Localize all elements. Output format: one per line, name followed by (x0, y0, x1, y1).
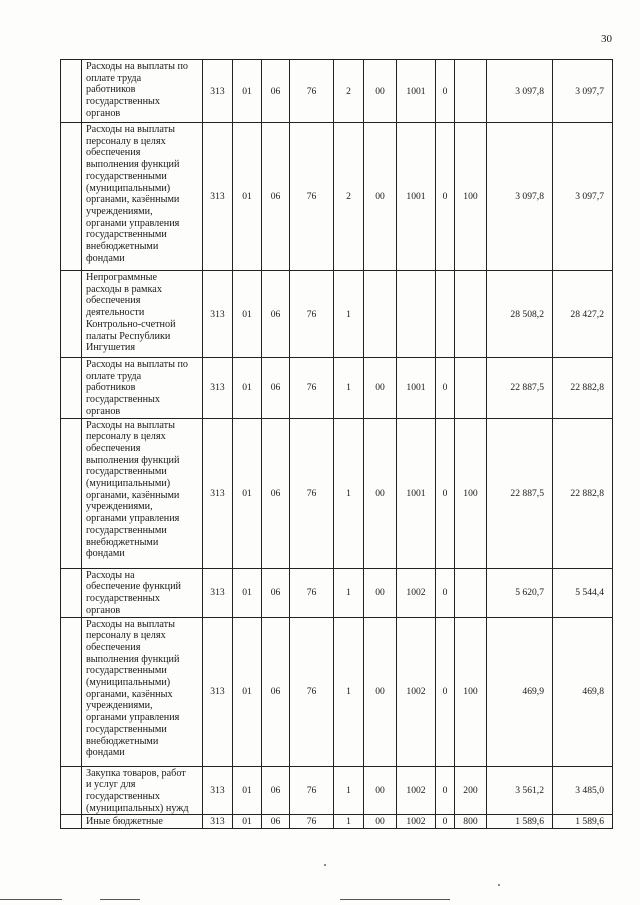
code-cell-c8: 0 (436, 418, 455, 568)
row-name-line: Расходы на выплаты (86, 124, 175, 135)
amount-cell-v2: 1 589,6 (553, 815, 613, 829)
code-cell-c3: 06 (262, 815, 290, 829)
row-margin-cell (61, 568, 82, 617)
table-row (61, 568, 613, 617)
amount-cell-v1: 3 097,8 (487, 123, 553, 271)
code-cell-c6: 00 (364, 358, 397, 419)
row-margin-cell (61, 123, 82, 271)
amount-cell-v1: 3 097,8 (487, 60, 553, 123)
code-cell-c6: 00 (364, 617, 397, 766)
footer-line-mid (100, 899, 140, 900)
page-number: 30 (601, 33, 612, 45)
row-name-line: внебюджетными (86, 735, 159, 747)
code-cell-c1: 313 (203, 766, 233, 815)
code-cell-c7: 1001 (397, 60, 436, 123)
code-cell-c5: 1 (334, 766, 364, 815)
row-name-line: Закупка товаров, работ (86, 767, 186, 779)
code-cell-c5: 2 (334, 60, 364, 123)
row-margin-cell (61, 60, 82, 123)
row-name-cell (82, 60, 203, 123)
table-row (61, 617, 613, 766)
row-name-line: Непрограммные (86, 272, 158, 283)
code-cell-c5: 1 (334, 568, 364, 617)
amount-cell-v2: 469,8 (553, 617, 613, 766)
code-cell-c1: 313 (203, 568, 233, 617)
code-cell-c5: 1 (334, 418, 364, 568)
row-name-line: деятельности (86, 307, 145, 319)
code-cell-c4: 76 (290, 766, 334, 815)
row-name-line: учреждениями, (86, 501, 153, 513)
code-cell-c4: 76 (290, 271, 334, 358)
row-margin-cell (61, 617, 82, 766)
footer-line-right (340, 899, 450, 900)
code-cell-c3: 06 (262, 60, 290, 123)
code-cell-c3: 06 (262, 617, 290, 766)
code-cell-c5: 1 (334, 271, 364, 358)
row-name-line: органами, казёнными (86, 194, 180, 206)
amount-cell-v2: 3 097,7 (553, 123, 613, 271)
row-name-line: органами, казённых (86, 688, 173, 700)
row-name-line: органов (86, 604, 121, 616)
row-name-line: Расходы на выплаты по (86, 61, 189, 72)
row-name-line: органами, казёнными (86, 489, 180, 501)
code-cell-c3: 06 (262, 271, 290, 358)
row-name-line: Расходы на выплаты (86, 618, 175, 630)
code-cell-c5: 1 (334, 815, 364, 829)
code-cell-c2: 01 (233, 60, 262, 123)
row-name-line: Иные бюджетные (86, 816, 163, 828)
code-cell-c7: 1002 (397, 766, 436, 815)
table-row (61, 123, 613, 271)
row-name-line: обеспечения (86, 295, 141, 307)
amount-cell-v1: 5 620,7 (487, 568, 553, 617)
row-name-line: государственных (86, 96, 160, 108)
table-row (61, 271, 613, 358)
table-row (61, 358, 613, 419)
row-name-cell (82, 568, 203, 617)
code-cell-c4: 76 (290, 358, 334, 419)
code-cell-c6: 00 (364, 766, 397, 815)
code-cell-c6: 00 (364, 123, 397, 271)
table-row (61, 418, 613, 568)
row-name-cell (82, 815, 203, 829)
row-name-line: фондами (86, 252, 125, 264)
code-cell-c4: 76 (290, 815, 334, 829)
row-name-line: (муниципальными) (86, 182, 171, 194)
row-name-line: государственных (86, 592, 160, 604)
row-name-cell (82, 418, 203, 568)
row-name-line: внебюджетными (86, 536, 159, 548)
row-name-line: выполнения функций (86, 454, 180, 466)
row-name-line: Расходы на (86, 569, 135, 581)
code-cell-c1: 313 (203, 418, 233, 568)
code-cell-c9 (455, 568, 487, 617)
code-cell-c1: 313 (203, 358, 233, 419)
code-cell-c8 (436, 271, 455, 358)
code-cell-c3: 06 (262, 568, 290, 617)
row-name-line: органов (86, 405, 121, 417)
code-cell-c6: 00 (364, 418, 397, 568)
scan-dot (498, 884, 500, 886)
budget-table (60, 59, 613, 829)
row-name-line: учреждениями, (86, 700, 153, 712)
code-cell-c9 (455, 271, 487, 358)
code-cell-c7: 1002 (397, 815, 436, 829)
code-cell-c6: 00 (364, 568, 397, 617)
row-name-line: учреждениями, (86, 205, 153, 217)
row-name-line: (муниципальными) (86, 478, 171, 490)
code-cell-c7: 1002 (397, 568, 436, 617)
code-cell-c3: 06 (262, 766, 290, 815)
row-name-cell (82, 271, 203, 358)
row-name-line: государственными (86, 524, 167, 536)
code-cell-c1: 313 (203, 271, 233, 358)
row-name-line: государственными (86, 723, 167, 735)
code-cell-c9: 100 (455, 418, 487, 568)
row-name-line: (муниципальными) (86, 677, 171, 689)
row-name-line: персоналу в целях (86, 630, 166, 642)
row-name-line: палаты Республики (86, 330, 171, 342)
code-cell-c7: 1001 (397, 358, 436, 419)
amount-cell-v1: 3 561,2 (487, 766, 553, 815)
code-cell-c6 (364, 271, 397, 358)
code-cell-c5: 2 (334, 123, 364, 271)
amount-cell-v2: 5 544,4 (553, 568, 613, 617)
row-name-line: государственными (86, 229, 167, 241)
amount-cell-v2: 3 097,7 (553, 60, 613, 123)
code-cell-c4: 76 (290, 60, 334, 123)
code-cell-c8: 0 (436, 815, 455, 829)
row-name-line: государственными (86, 170, 167, 182)
code-cell-c5: 1 (334, 358, 364, 419)
row-name-line: работников (86, 382, 136, 394)
row-name-line: органами управления (86, 712, 180, 724)
row-name-line: государственных (86, 394, 160, 406)
code-cell-c7: 1001 (397, 123, 436, 271)
code-cell-c9: 100 (455, 123, 487, 271)
row-name-line: и услуг для (86, 779, 136, 791)
row-name-line: Расходы на выплаты (86, 419, 175, 431)
row-margin-cell (61, 815, 82, 829)
code-cell-c2: 01 (233, 766, 262, 815)
code-cell-c8: 0 (436, 60, 455, 123)
row-margin-cell (61, 271, 82, 358)
amount-cell-v2: 28 427,2 (553, 271, 613, 358)
code-cell-c2: 01 (233, 271, 262, 358)
row-name-cell (82, 617, 203, 766)
code-cell-c8: 0 (436, 617, 455, 766)
code-cell-c6: 00 (364, 60, 397, 123)
row-name-line: обеспечения (86, 641, 141, 653)
code-cell-c2: 01 (233, 418, 262, 568)
row-name-line: персоналу в целях (86, 431, 166, 443)
row-name-cell (82, 766, 203, 815)
row-name-cell (82, 123, 203, 271)
row-name-line: выполнения функций (86, 159, 180, 171)
row-name-cell (82, 358, 203, 419)
row-name-line: оплате труда (86, 72, 142, 84)
row-name-line: обеспечения (86, 442, 141, 454)
amount-cell-v1: 22 887,5 (487, 358, 553, 419)
code-cell-c4: 76 (290, 418, 334, 568)
code-cell-c8: 0 (436, 766, 455, 815)
row-margin-cell (61, 418, 82, 568)
code-cell-c7: 1002 (397, 617, 436, 766)
code-cell-c2: 01 (233, 815, 262, 829)
row-name-line: органами управления (86, 217, 180, 229)
code-cell-c9: 200 (455, 766, 487, 815)
row-name-line: фондами (86, 747, 125, 759)
row-name-line: внебюджетными (86, 241, 159, 253)
code-cell-c9 (455, 60, 487, 123)
code-cell-c2: 01 (233, 358, 262, 419)
code-cell-c1: 313 (203, 815, 233, 829)
row-name-line: Контрольно-счетной (86, 318, 176, 330)
row-name-line: Ингушетия (86, 342, 136, 354)
amount-cell-v2: 3 485,0 (553, 766, 613, 815)
code-cell-c4: 76 (290, 123, 334, 271)
table-row (61, 60, 613, 123)
code-cell-c4: 76 (290, 568, 334, 617)
code-cell-c3: 06 (262, 123, 290, 271)
row-name-line: фондами (86, 548, 125, 560)
code-cell-c7 (397, 271, 436, 358)
row-name-line: государственными (86, 466, 167, 478)
row-name-line: обеспечение функций (86, 581, 181, 593)
row-name-line: государственными (86, 665, 167, 677)
code-cell-c8: 0 (436, 358, 455, 419)
row-name-line: государственных (86, 790, 160, 802)
code-cell-c4: 76 (290, 617, 334, 766)
row-name-line: органов (86, 107, 121, 119)
amount-cell-v2: 22 882,8 (553, 358, 613, 419)
code-cell-c3: 06 (262, 418, 290, 568)
amount-cell-v2: 22 882,8 (553, 418, 613, 568)
row-name-line: (муниципальных) нужд (86, 802, 189, 814)
code-cell-c9: 100 (455, 617, 487, 766)
code-cell-c1: 313 (203, 617, 233, 766)
code-cell-c1: 313 (203, 60, 233, 123)
code-cell-c8: 0 (436, 123, 455, 271)
row-name-line: оплате труда (86, 370, 142, 382)
code-cell-c9 (455, 358, 487, 419)
code-cell-c7: 1001 (397, 418, 436, 568)
table-row (61, 766, 613, 815)
code-cell-c3: 06 (262, 358, 290, 419)
code-cell-c6: 00 (364, 815, 397, 829)
amount-cell-v1: 469,9 (487, 617, 553, 766)
footer-line-left (0, 899, 62, 900)
row-name-line: выполнения функций (86, 653, 180, 665)
amount-cell-v1: 1 589,6 (487, 815, 553, 829)
row-name-line: Расходы на выплаты по (86, 359, 189, 370)
row-name-line: персоналу в целях (86, 135, 166, 147)
row-margin-cell (61, 766, 82, 815)
row-name-line: органами управления (86, 513, 180, 525)
code-cell-c9: 800 (455, 815, 487, 829)
amount-cell-v1: 22 887,5 (487, 418, 553, 568)
code-cell-c2: 01 (233, 568, 262, 617)
row-name-line: расходы в рамках (86, 283, 162, 295)
code-cell-c2: 01 (233, 617, 262, 766)
row-name-line: обеспечения (86, 147, 141, 159)
code-cell-c5: 1 (334, 617, 364, 766)
table-row (61, 815, 613, 829)
code-cell-c8: 0 (436, 568, 455, 617)
scan-dot (324, 864, 326, 866)
code-cell-c2: 01 (233, 123, 262, 271)
row-margin-cell (61, 358, 82, 419)
row-name-line: работников (86, 84, 136, 96)
code-cell-c1: 313 (203, 123, 233, 271)
amount-cell-v1: 28 508,2 (487, 271, 553, 358)
